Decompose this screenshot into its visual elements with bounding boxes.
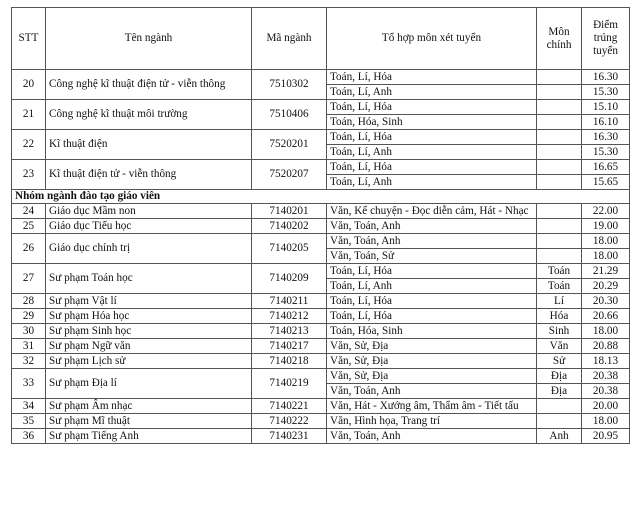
- row-score: 16.30: [582, 130, 630, 145]
- row-stt: 21: [12, 100, 46, 130]
- row-main-subject: Anh: [537, 429, 582, 444]
- row-subject-combination: Văn, Sử, Địa: [327, 339, 537, 354]
- row-subject-combination: Văn, Sử, Địa: [327, 354, 537, 369]
- row-major-name: Sư phạm Tiếng Anh: [46, 429, 252, 444]
- header-row: [12, 8, 630, 70]
- header-mon-chinh: Môn chính: [537, 8, 582, 70]
- row-main-subject: [537, 100, 582, 115]
- row-major-code: 7140205: [252, 234, 327, 264]
- table-row: [12, 414, 630, 429]
- row-score: 20.29: [582, 279, 630, 294]
- table-row: [12, 354, 630, 369]
- row-major-code: 7510406: [252, 100, 327, 130]
- row-stt: 33: [12, 369, 46, 399]
- row-major-name: Sư phạm Mĩ thuật: [46, 414, 252, 429]
- table-row: [12, 309, 630, 324]
- row-major-name: Công nghệ kĩ thuật môi trường: [46, 100, 252, 130]
- table-row: [12, 204, 630, 219]
- header-stt: STT: [12, 8, 46, 70]
- row-main-subject: [537, 219, 582, 234]
- row-main-subject: Toán: [537, 279, 582, 294]
- row-subject-combination: Văn, Toán, Sử: [327, 249, 537, 264]
- row-score: 15.65: [582, 175, 630, 190]
- row-main-subject: [537, 399, 582, 414]
- row-major-code: 7140201: [252, 204, 327, 219]
- row-main-subject: [537, 175, 582, 190]
- row-subject-combination: Văn, Hát - Xướng âm, Thẩm âm - Tiết tấu: [327, 399, 537, 414]
- row-subject-combination: Toán, Lí, Hóa: [327, 294, 537, 309]
- row-main-subject: [537, 145, 582, 160]
- row-score: 18.00: [582, 249, 630, 264]
- row-main-subject: [537, 115, 582, 130]
- table-row: [12, 100, 630, 115]
- table-row: [12, 219, 630, 234]
- table-body-teacher-training: [12, 204, 630, 444]
- row-subject-combination: Toán, Lí, Anh: [327, 175, 537, 190]
- header-diem: Điểm trúng tuyển: [582, 8, 630, 70]
- row-score: 20.38: [582, 384, 630, 399]
- row-stt: 29: [12, 309, 46, 324]
- row-score: 18.00: [582, 234, 630, 249]
- row-subject-combination: Văn, Toán, Anh: [327, 384, 537, 399]
- row-stt: 30: [12, 324, 46, 339]
- table-body-group: [12, 190, 630, 204]
- table-body-engineering: [12, 70, 630, 190]
- row-major-code: 7140209: [252, 264, 327, 294]
- header-ten-nganh: Tên ngành: [46, 8, 252, 70]
- table-row: [12, 160, 630, 175]
- row-score: 18.00: [582, 324, 630, 339]
- row-major-code: 7510302: [252, 70, 327, 100]
- row-main-subject: Địa: [537, 369, 582, 384]
- admission-score-table: [11, 7, 630, 444]
- row-main-subject: [537, 234, 582, 249]
- row-subject-combination: Văn, Hình họa, Trang trí: [327, 414, 537, 429]
- row-score: 16.10: [582, 115, 630, 130]
- row-major-name: Sư phạm Toán học: [46, 264, 252, 294]
- row-main-subject: [537, 130, 582, 145]
- row-major-code: 7140221: [252, 399, 327, 414]
- row-major-code: 7140211: [252, 294, 327, 309]
- row-score: 16.65: [582, 160, 630, 175]
- row-major-name: Sư phạm Hóa học: [46, 309, 252, 324]
- row-stt: 24: [12, 204, 46, 219]
- row-score: 20.38: [582, 369, 630, 384]
- table-row: [12, 369, 630, 384]
- table-row: [12, 130, 630, 145]
- row-major-name: Sư phạm Sinh học: [46, 324, 252, 339]
- row-major-name: Sư phạm Âm nhạc: [46, 399, 252, 414]
- row-stt: 26: [12, 234, 46, 264]
- row-main-subject: [537, 70, 582, 85]
- row-score: 18.13: [582, 354, 630, 369]
- row-subject-combination: Toán, Lí, Hóa: [327, 264, 537, 279]
- row-subject-combination: Toán, Lí, Anh: [327, 85, 537, 100]
- row-subject-combination: Toán, Lí, Anh: [327, 279, 537, 294]
- row-major-code: 7140213: [252, 324, 327, 339]
- table-row: [12, 429, 630, 444]
- group-row: [12, 190, 630, 204]
- row-stt: 22: [12, 130, 46, 160]
- row-main-subject: Sử: [537, 354, 582, 369]
- header-to-hop: Tổ hợp môn xét tuyển: [327, 8, 537, 70]
- row-main-subject: [537, 160, 582, 175]
- table-row: [12, 339, 630, 354]
- row-stt: 36: [12, 429, 46, 444]
- row-major-name: Sư phạm Vật lí: [46, 294, 252, 309]
- row-subject-combination: Văn, Toán, Anh: [327, 219, 537, 234]
- row-score: 18.00: [582, 414, 630, 429]
- table-row: [12, 234, 630, 249]
- row-major-code: 7520201: [252, 130, 327, 160]
- table-row: [12, 70, 630, 85]
- row-main-subject: [537, 249, 582, 264]
- row-main-subject: Hóa: [537, 309, 582, 324]
- row-major-code: 7520207: [252, 160, 327, 190]
- row-stt: 31: [12, 339, 46, 354]
- row-subject-combination: Toán, Lí, Anh: [327, 145, 537, 160]
- row-major-name: Giáo dục chính trị: [46, 234, 252, 264]
- table-row: [12, 324, 630, 339]
- row-stt: 34: [12, 399, 46, 414]
- row-score: 20.95: [582, 429, 630, 444]
- row-major-name: Công nghệ kĩ thuật điện tử - viễn thông: [46, 70, 252, 100]
- header-ma-nganh: Mã ngành: [252, 8, 327, 70]
- row-main-subject: Lí: [537, 294, 582, 309]
- row-stt: 28: [12, 294, 46, 309]
- row-main-subject: [537, 85, 582, 100]
- row-major-code: 7140218: [252, 354, 327, 369]
- row-main-subject: [537, 414, 582, 429]
- row-score: 20.30: [582, 294, 630, 309]
- row-main-subject: [537, 204, 582, 219]
- row-subject-combination: Toán, Lí, Hóa: [327, 70, 537, 85]
- row-score: 19.00: [582, 219, 630, 234]
- row-subject-combination: Văn, Toán, Anh: [327, 429, 537, 444]
- row-subject-combination: Toán, Lí, Hóa: [327, 100, 537, 115]
- row-score: 22.00: [582, 204, 630, 219]
- row-major-code: 7140217: [252, 339, 327, 354]
- row-main-subject: Địa: [537, 384, 582, 399]
- row-score: 21.29: [582, 264, 630, 279]
- row-subject-combination: Toán, Lí, Hóa: [327, 160, 537, 175]
- row-score: 15.30: [582, 85, 630, 100]
- row-major-code: 7140219: [252, 369, 327, 399]
- row-stt: 23: [12, 160, 46, 190]
- row-stt: 20: [12, 70, 46, 100]
- table-row: [12, 294, 630, 309]
- row-major-name: Giáo dục Mầm non: [46, 204, 252, 219]
- row-subject-combination: Toán, Lí, Hóa: [327, 130, 537, 145]
- row-score: 15.10: [582, 100, 630, 115]
- row-major-code: 7140222: [252, 414, 327, 429]
- table-row: [12, 264, 630, 279]
- row-main-subject: Toán: [537, 264, 582, 279]
- row-major-name: Kĩ thuật điện tử - viễn thông: [46, 160, 252, 190]
- row-major-name: Sư phạm Địa lí: [46, 369, 252, 399]
- row-subject-combination: Văn, Sử, Địa: [327, 369, 537, 384]
- group-label: Nhóm ngành đào tạo giáo viên: [12, 190, 630, 204]
- row-stt: 25: [12, 219, 46, 234]
- row-major-name: Sư phạm Ngữ văn: [46, 339, 252, 354]
- row-major-name: Giáo dục Tiểu học: [46, 219, 252, 234]
- row-score: 20.88: [582, 339, 630, 354]
- table-row: [12, 399, 630, 414]
- row-main-subject: Văn: [537, 339, 582, 354]
- row-main-subject: Sinh: [537, 324, 582, 339]
- row-major-code: 7140202: [252, 219, 327, 234]
- row-stt: 27: [12, 264, 46, 294]
- row-major-code: 7140231: [252, 429, 327, 444]
- row-subject-combination: Toán, Lí, Hóa: [327, 309, 537, 324]
- row-stt: 35: [12, 414, 46, 429]
- row-subject-combination: Văn, Kể chuyện - Đọc diễn cảm, Hát - Nhạc: [327, 204, 537, 219]
- row-score: 16.30: [582, 70, 630, 85]
- row-score: 20.66: [582, 309, 630, 324]
- row-subject-combination: Toán, Hóa, Sinh: [327, 324, 537, 339]
- row-score: 20.00: [582, 399, 630, 414]
- row-major-code: 7140212: [252, 309, 327, 324]
- row-score: 15.30: [582, 145, 630, 160]
- row-subject-combination: Văn, Toán, Anh: [327, 234, 537, 249]
- row-major-name: Sư phạm Lịch sử: [46, 354, 252, 369]
- row-major-name: Kĩ thuật điện: [46, 130, 252, 160]
- row-subject-combination: Toán, Hóa, Sinh: [327, 115, 537, 130]
- row-stt: 32: [12, 354, 46, 369]
